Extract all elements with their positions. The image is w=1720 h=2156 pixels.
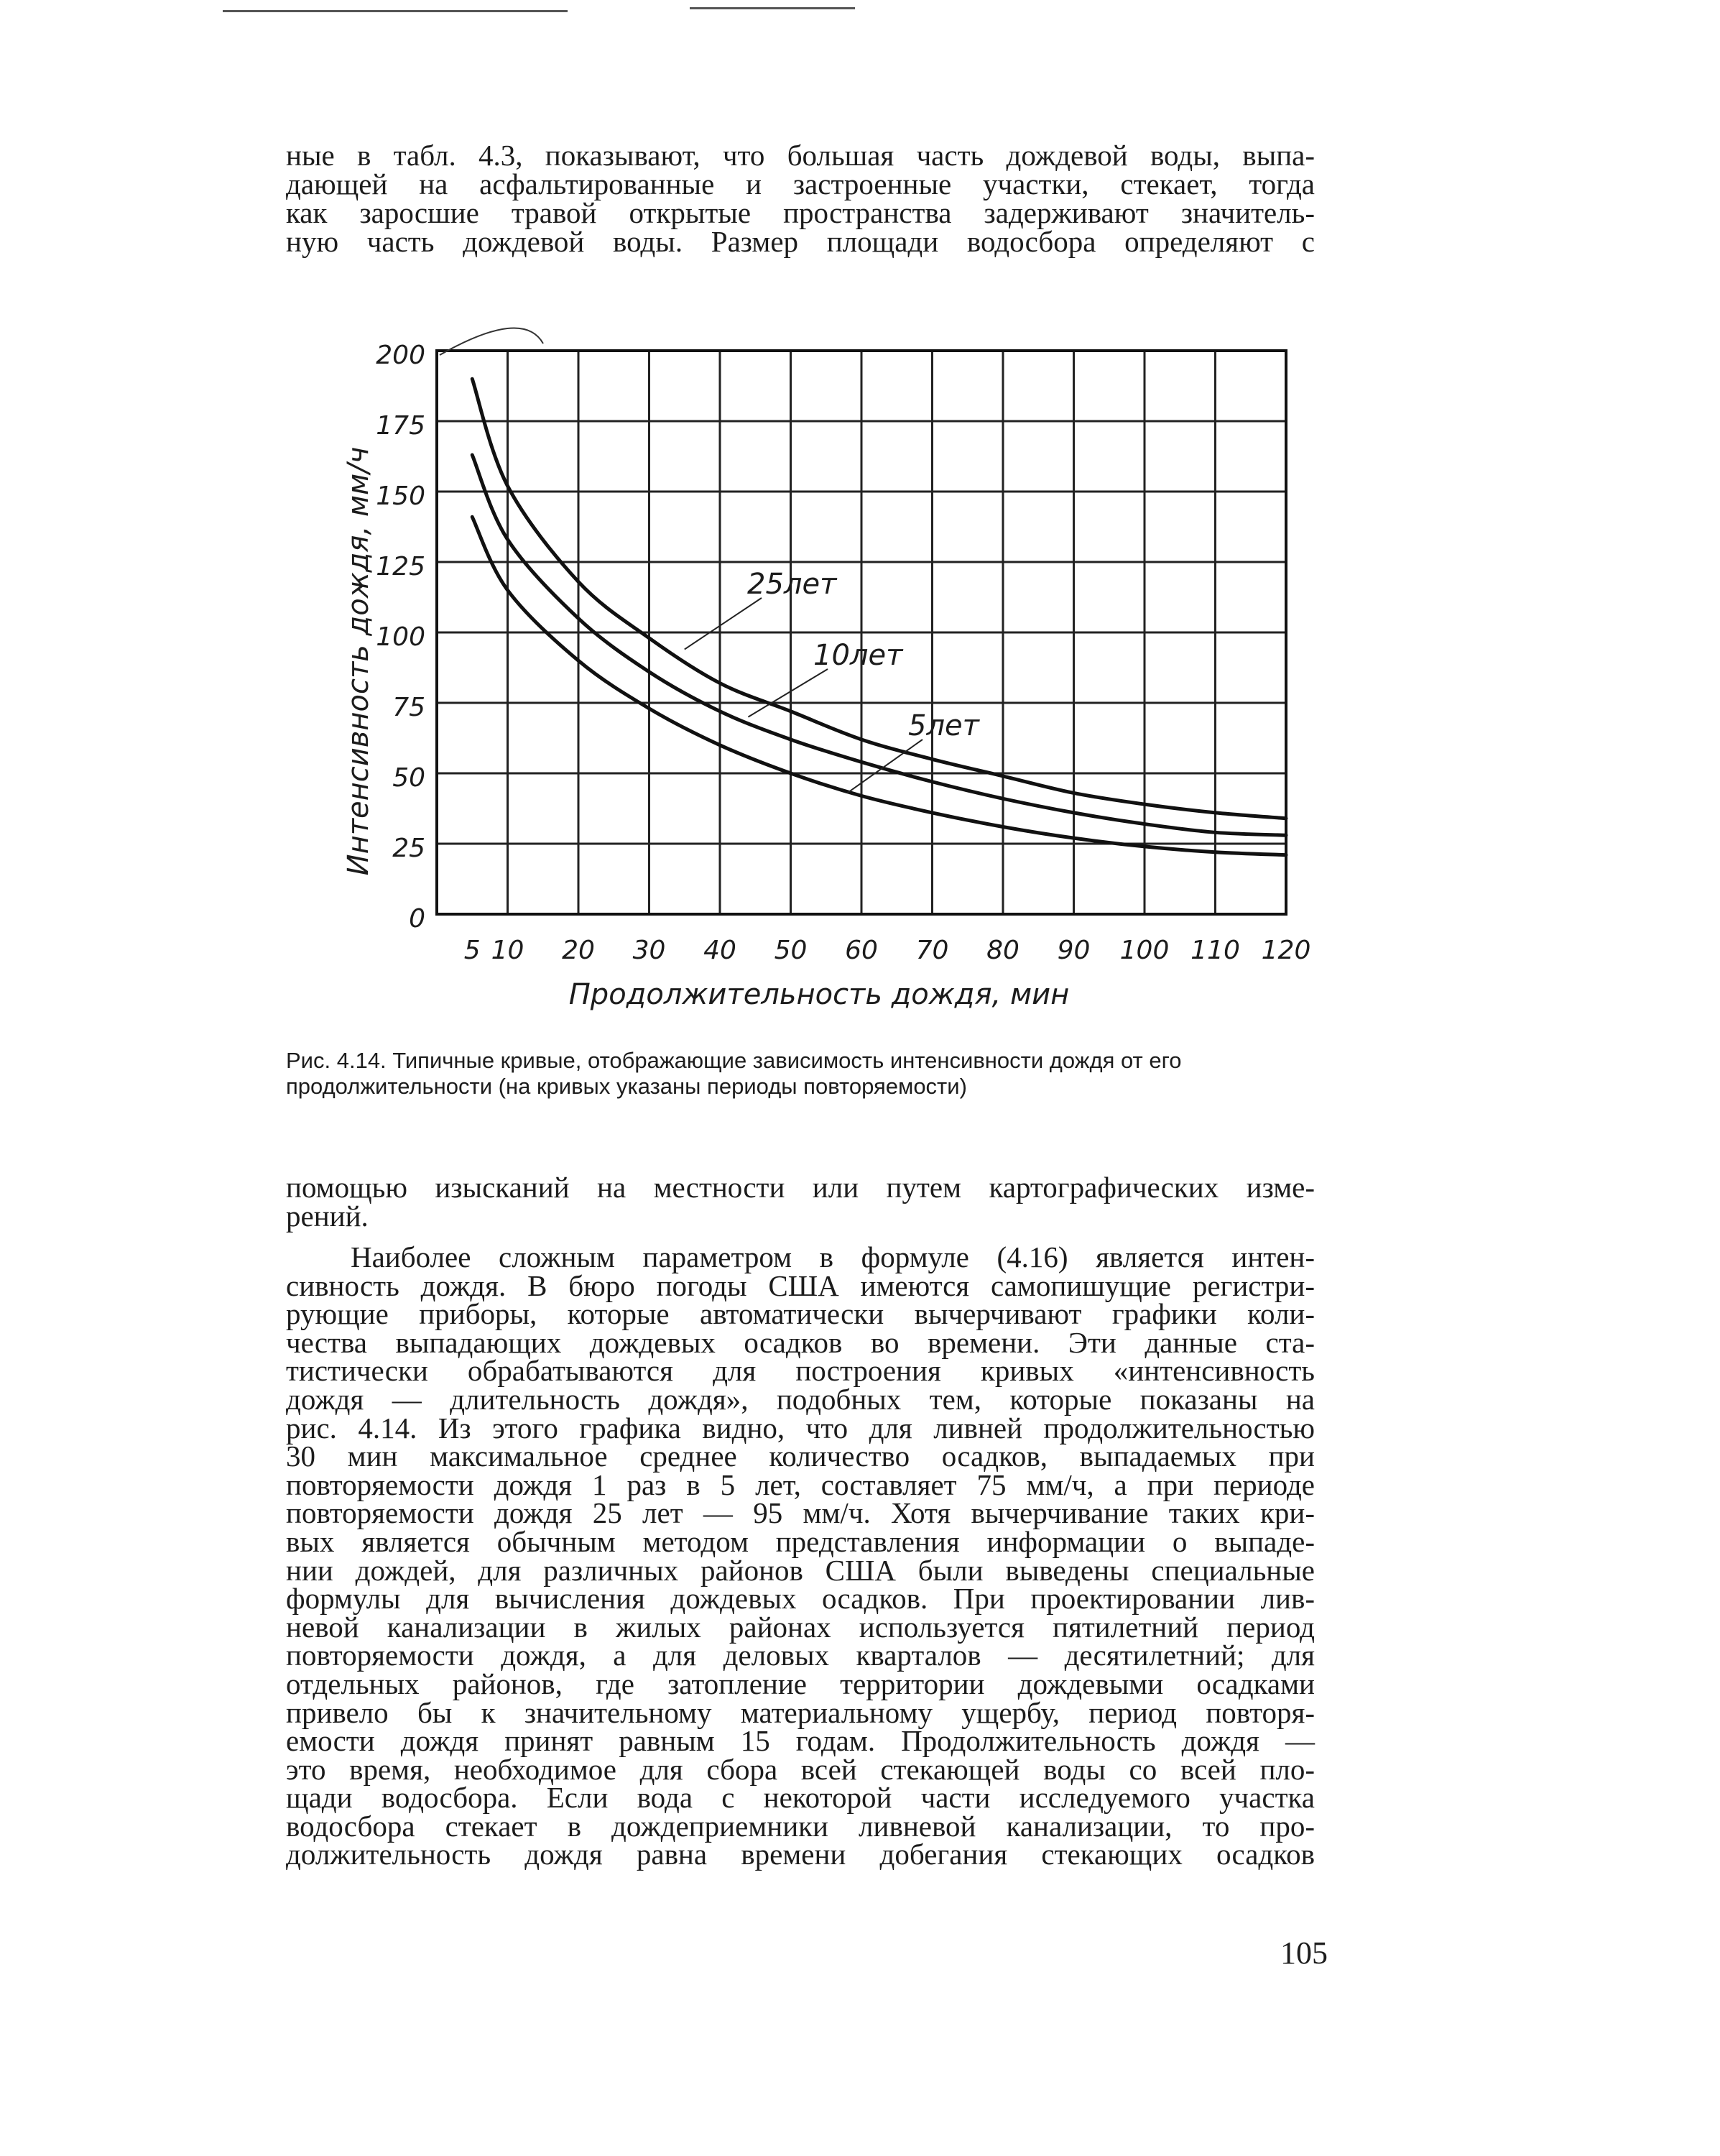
text-line: это время, необходимое для сбора всей стекающей воды со всей пло- xyxy=(286,1752,1315,1786)
y-tick-label: 0 xyxy=(409,904,425,934)
y-tick-label: 175 xyxy=(376,411,425,441)
body-paragraph-2 xyxy=(286,1240,1315,1871)
x-tick-label: 70 xyxy=(915,936,949,965)
caption-line: продолжительности (на кривых указаны периоды повторяемости) xyxy=(286,1074,967,1099)
text-line: формулы для вычисления дождевых осадков. При проектировании лив- xyxy=(286,1582,1315,1616)
x-tick-label: 30 xyxy=(632,936,666,965)
text-line: отдельных районов, где затопление территории дождевыми осадками xyxy=(286,1667,1315,1700)
y-tick-label: 125 xyxy=(376,552,425,581)
x-tick-label: 40 xyxy=(703,936,736,965)
text-line: водосбора стекает в дождеприемники ливневой канализации, то про- xyxy=(286,1809,1315,1843)
text-line: ные в табл. 4.3, показывают, что большая часть дождевой воды, выпа- xyxy=(286,139,1315,172)
x-tick-label: 90 xyxy=(1057,936,1091,965)
text-line: сивность дождя. В бюро погоды США имеются самопишущие регистри- xyxy=(286,1268,1315,1302)
text-line: ную часть дождевой воды. Размер площади водосбора определяют с xyxy=(286,225,1315,258)
curve-5лет xyxy=(472,517,1286,854)
text-line: помощью изысканий на местности или путем картографических изме- xyxy=(286,1171,1315,1204)
x-tick-label: 120 xyxy=(1261,936,1311,965)
text-line: должительность дождя равна времени добегания стекающих осадков xyxy=(286,1838,1315,1871)
text-line: щади водосбора. Если вода с некоторой части исследуемого участка xyxy=(286,1781,1315,1815)
text-line: чества выпадающих дождевых осадков во времени. Эти данные ста- xyxy=(286,1325,1315,1359)
curve-25лет xyxy=(472,379,1286,819)
text-line: повторяемости дождя 1 раз в 5 лет, составляет 75 мм/ч, а при периоде xyxy=(286,1468,1315,1501)
text-line: как заросшие травой открытые пространства задерживают значитель- xyxy=(286,196,1315,229)
text-line: привело бы к значительному материальному ущербу, период повторя- xyxy=(286,1695,1315,1729)
text-line: тистически обрабатываются для построения кривых «интенсивность xyxy=(286,1354,1315,1388)
text-line: дающей на асфальтированные и застроенные участки, стекает, тогда xyxy=(286,167,1315,201)
y-tick-label: 150 xyxy=(376,482,425,511)
y-axis-label: Интенсивность дождя, мм/ч xyxy=(342,446,375,876)
y-tick-label: 200 xyxy=(376,341,425,370)
x-tick-label: 50 xyxy=(774,936,808,965)
chart-curve-labels xyxy=(747,568,981,742)
text-line: повторяемости дождя, а для деловых кварталов — десятилетний; для xyxy=(286,1639,1315,1672)
x-tick-label: 10 xyxy=(491,936,524,965)
curve-label: 25лет xyxy=(747,568,837,601)
x-tick-label: 60 xyxy=(845,936,878,965)
text-line: нии дождей, для различных районов США были выведены специальные xyxy=(286,1553,1315,1587)
x-tick-label: 5 xyxy=(463,936,481,965)
x-tick-label: 20 xyxy=(562,936,595,965)
text-line: вых является обычным методом представления информации о выпаде- xyxy=(286,1524,1315,1558)
y-tick-label: 100 xyxy=(376,622,425,652)
text-line: невой канализации в жилых районах используется пятилетний период xyxy=(286,1610,1315,1644)
x-axis-label: Продолжительность дождя, мин xyxy=(568,978,1070,1011)
text-line: емости дождя принят равным 15 годам. Продолжительность дождя — xyxy=(286,1724,1315,1758)
rain-intensity-chart xyxy=(0,0,1720,1049)
x-tick-label: 80 xyxy=(986,936,1019,965)
text-line: рений. xyxy=(286,1199,369,1233)
figure-caption xyxy=(286,1048,1315,1100)
leader-line xyxy=(685,598,762,650)
x-tick-label: 100 xyxy=(1119,936,1170,965)
y-tick-label: 50 xyxy=(392,763,425,793)
caption-line: Рис. 4.14. Типичные кривые, отображающие зависимость интенсивности дождя от его xyxy=(286,1048,1182,1073)
curve-label: 5лет xyxy=(908,709,979,742)
body-paragraph-1 xyxy=(286,1171,1315,1233)
text-line: 30 мин максимальное среднее количество осадков, выпадаемых при xyxy=(286,1439,1315,1473)
y-tick-label: 75 xyxy=(392,693,425,722)
page-number: 105 xyxy=(1280,1935,1328,1971)
curve-label: 10лет xyxy=(813,639,903,672)
text-line: рующие приборы, которые автоматически вычерчивают графики коли- xyxy=(286,1297,1315,1331)
text-line: дождя — длительность дождя», подобных тем, которые показаны на xyxy=(286,1382,1315,1416)
chart-curves xyxy=(472,379,1286,854)
chart-grid xyxy=(437,351,1286,914)
y-tick-label: 25 xyxy=(392,834,425,863)
text-line: рис. 4.14. Из этого графика видно, что для ливней продолжительностью xyxy=(286,1411,1315,1445)
x-tick-label: 110 xyxy=(1190,936,1240,965)
text-line: повторяемости дождя 25 лет — 95 мм/ч. Хотя вычерчивание таких кри- xyxy=(286,1496,1315,1530)
text-line: Наиболее сложным параметром в формуле (4.16) является интен- xyxy=(351,1240,1315,1273)
